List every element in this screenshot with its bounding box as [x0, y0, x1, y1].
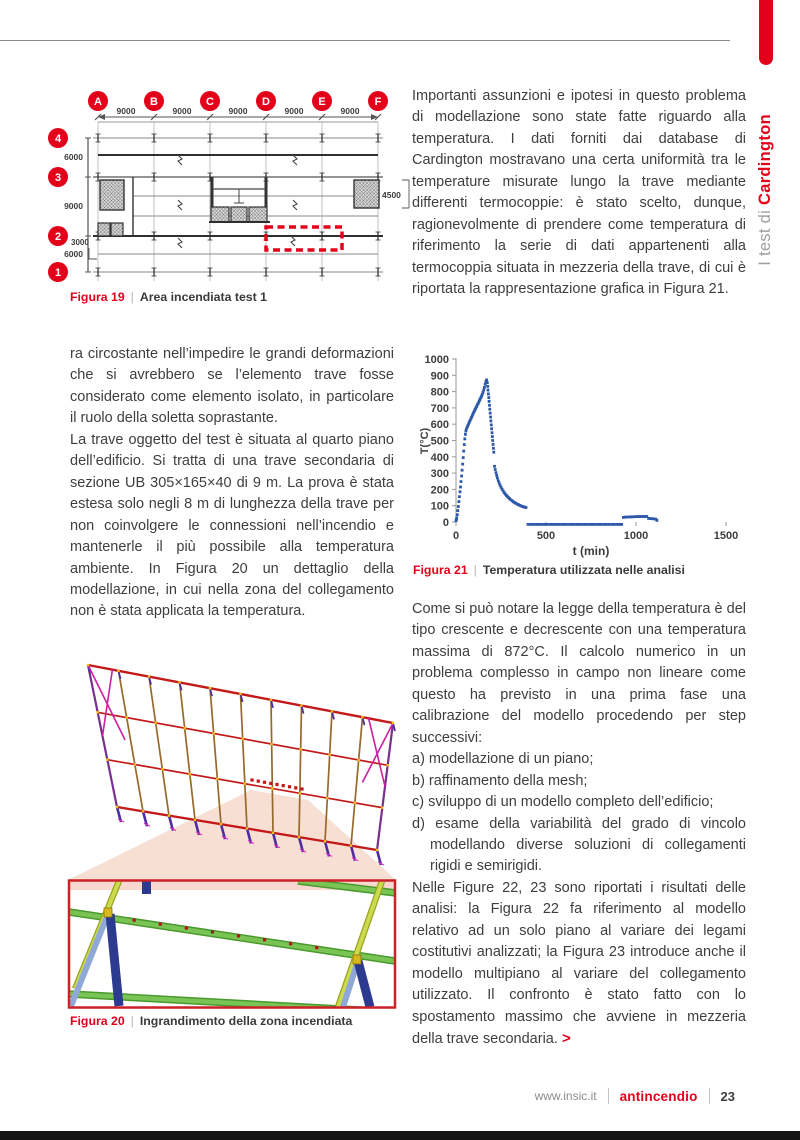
heated-zone-marker — [282, 784, 285, 787]
y-tick-label: 400 — [430, 451, 449, 464]
section-label-bold: Cardington — [755, 114, 774, 206]
footer-divider — [608, 1088, 609, 1104]
y-axis-label: T(°C) — [419, 427, 431, 455]
figure-19-caption-label: Figura 19 — [70, 290, 125, 304]
footer-magazine-logo: antincendio — [619, 1088, 698, 1104]
footer-website: www.insic.it — [534, 1089, 597, 1103]
section-color-tab — [759, 0, 773, 65]
grid-letter: D — [262, 96, 270, 108]
grid-number: 4 — [54, 133, 62, 145]
row-dim-label: 6000 — [64, 152, 83, 162]
list-item: b) raffinamento della mesh; — [412, 772, 588, 789]
paragraph-temperature-assumptions: Importanti assunzioni e ipotesi in questo problema di modellazione sono state fatte riguardo alla temperatura. I dati forniti dai database di Cardington mostravano una certa uniformità tra le temperature misurate lungo la trave mediante differenti termocoppie: è stato scelto, dunque, ragionevolmente di prendere come temperatura di riferimento la serie di dati appartenenti alla termocoppia situata in mezzeria della trave, di cui è riportata la rappresentazione grafica in Figura 21. — [412, 88, 746, 298]
heated-zone-marker — [257, 780, 260, 783]
caption-divider: | — [130, 1014, 134, 1028]
right-column-top — [412, 86, 746, 301]
footer-divider — [709, 1088, 710, 1104]
grid-letter: A — [94, 96, 102, 108]
heated-zone-marker — [263, 781, 266, 784]
heated-zone-marker — [275, 783, 278, 786]
y-tick-label: 600 — [430, 419, 449, 432]
y-tick-label: 300 — [430, 468, 449, 481]
heated-zone-marker — [269, 782, 272, 785]
caption-divider: | — [130, 290, 134, 304]
figure-19-plan-diagram — [45, 85, 420, 297]
grid-letter: F — [374, 96, 382, 108]
grid-number: 3 — [54, 172, 62, 184]
paragraph-results: Nelle Figure 22, 23 sono riportati i risultati delle analisi: la Figura 22 fa riferimento al modello relativo ad un solo piano al variare dei legami costitutivi analizzati; la Figura 23 introduce anche il modello multipiano al variare del collegamento utilizzato. Il confronto è stato fatto con lo spostamento massimo che avviene in mezzeria della trave secondaria. > — [412, 879, 746, 1048]
grid-number: 2 — [54, 231, 62, 243]
list-item: c) sviluppo di un modello completo dell’edificio; — [412, 794, 714, 811]
continuation-arrow: > — [561, 1030, 571, 1048]
bay-dim-label: 9000 — [228, 106, 248, 116]
y-tick-label: 100 — [430, 500, 449, 513]
paragraph-slab-role: ra circostante nell’impedire le grandi deformazioni che si avrebbero se l’elemento trave fosse considerato come elemento isolato, in particolare il ruolo della soletta soprastante. — [70, 346, 394, 427]
x-tick-label: 1500 — [713, 530, 739, 542]
x-tick-label: 1000 — [623, 530, 649, 542]
bottom-black-bar — [0, 1131, 800, 1140]
x-axis-label: t (min) — [572, 544, 610, 558]
section-label-regular: I test di — [755, 205, 774, 266]
y-tick-label: 200 — [430, 484, 449, 497]
header-rule — [0, 40, 730, 41]
y-tick-label: 900 — [430, 370, 449, 383]
figure-20-caption-label: Figura 20 — [70, 1014, 125, 1028]
heated-zone-marker — [294, 786, 297, 789]
y-tick-label: 1000 — [424, 354, 449, 366]
step-list — [412, 749, 746, 878]
figure-20-caption-text: Ingrandimento della zona incendiata — [139, 1014, 353, 1028]
grid-letter: E — [318, 96, 326, 108]
figure-20-caption — [70, 1014, 352, 1028]
grid-letter: B — [150, 96, 158, 108]
figure-21-temperature-chart — [416, 346, 750, 558]
right-dim-label: 4500 — [382, 190, 401, 200]
figure-21-caption-label: Figura 21 — [413, 563, 468, 577]
paragraph-temperature-law: Come si può notare la legge della temperatura è del tipo crescente e decrescente con una temperatura massima di 872°C. Il calcolo numerico in un problema complesso in campo non lineare come questo ha previsto in una prima fase una calibrazione del modello procedendo per step successivi: — [412, 601, 746, 746]
page-footer — [535, 1088, 735, 1104]
x-tick-label: 500 — [536, 530, 556, 542]
caption-divider: | — [473, 563, 477, 577]
bay-dim-label: 9000 — [340, 106, 360, 116]
left-column-text — [70, 344, 394, 623]
figure-21-caption — [413, 563, 685, 577]
list-item: d) esame della variabilità del grado di vincolo modellando diverse soluzioni di collegamenti rigidi e semirigidi. — [412, 815, 746, 875]
figure-21-caption-text: Temperatura utilizzata nelle analisi — [482, 563, 685, 577]
heated-zone-marker — [250, 778, 253, 781]
section-vertical-label — [747, 70, 783, 310]
figure-19-caption-text: Area incendiata test 1 — [139, 290, 267, 304]
row-dim-label: 9000 — [64, 201, 83, 211]
y-tick-label: 0 — [442, 517, 449, 529]
figure-19-caption — [70, 290, 267, 304]
y-tick-label: 700 — [430, 402, 449, 415]
heated-zone-marker — [300, 787, 303, 790]
heated-zone-marker — [288, 785, 291, 788]
right-column-bottom — [412, 599, 746, 1051]
bay-dim-label: 9000 — [172, 106, 192, 116]
grid-letter: C — [206, 96, 214, 108]
y-tick-label: 500 — [430, 435, 449, 448]
bay-dim-label: 9000 — [116, 106, 136, 116]
row-dim-label: 6000 — [64, 249, 83, 259]
grid-number: 1 — [54, 267, 62, 279]
figure-20-model-image — [55, 650, 400, 1012]
bay-dim-label: 9000 — [284, 106, 304, 116]
offset-dim-label: 3000 — [71, 238, 89, 247]
fire-area-dashed-rect — [266, 227, 342, 250]
x-tick-label: 0 — [452, 530, 460, 542]
y-tick-label: 800 — [430, 386, 449, 399]
list-item: a) modellazione di un piano; — [412, 751, 594, 768]
page-number: 23 — [720, 1088, 735, 1104]
paragraph-beam-description: La trave oggetto del test è situata al quarto piano dell’edificio. Si tratta di una trave secondaria di sezione UB 305×165×40 di 9 m. La prova è stata estesa solo negli 8 m di lunghezza della trave per non coinvolgere le connessioni nell’incendio e mantenerle il più possibile alla temperatura ambiente. In Figura 20 un dettaglio della modellazione, in cui nella zona del collegamento non è stata applicata la temperatura. — [70, 431, 394, 620]
